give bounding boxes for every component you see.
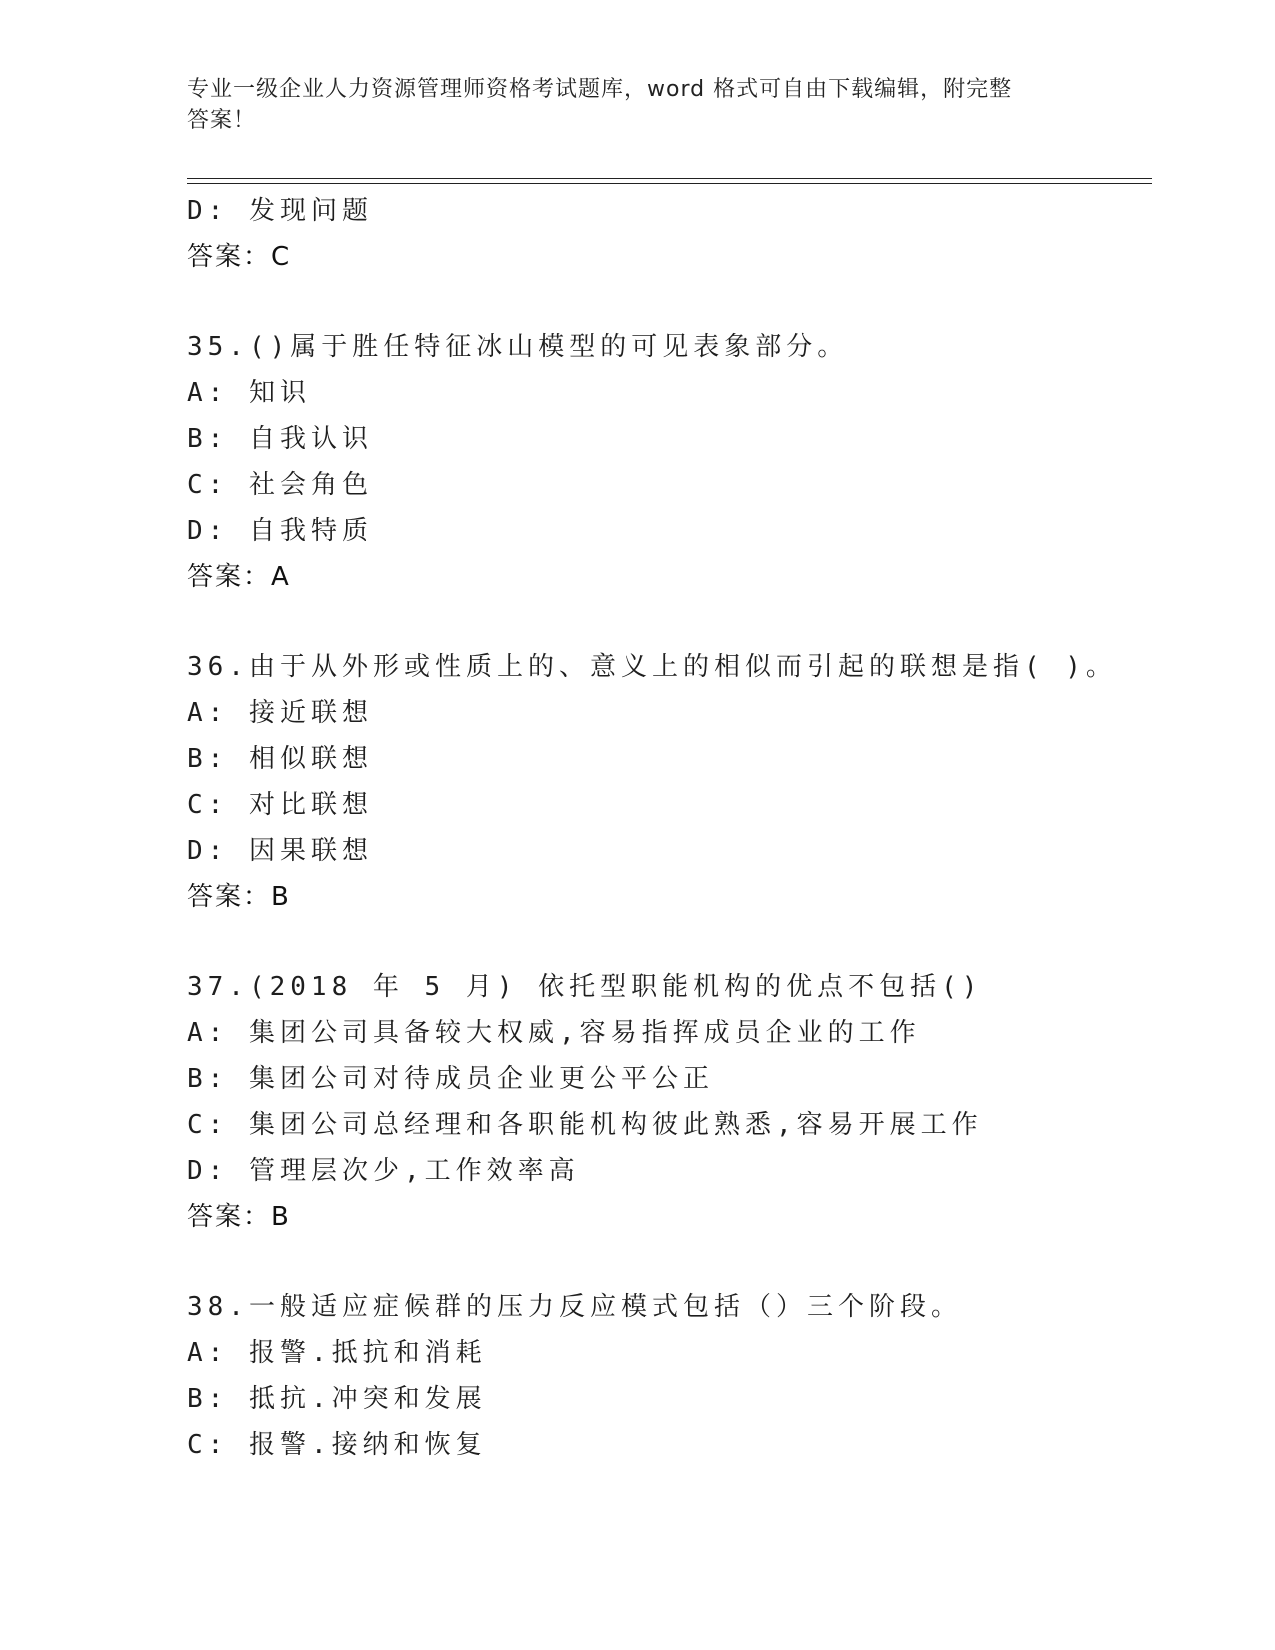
spacer — [187, 920, 1152, 964]
option-b: B: 抵抗.冲突和发展 — [187, 1384, 487, 1414]
question-list — [187, 188, 1152, 1468]
option-c: C: 社会角色 — [187, 470, 373, 500]
header-divider-bottom — [187, 183, 1152, 184]
question-35 — [187, 324, 1152, 600]
spacer — [187, 280, 1152, 324]
option-d: D: 管理层次少,工作效率高 — [187, 1156, 580, 1186]
question-stem: 37.(2018 年 5 月) 依托型职能机构的优点不包括() — [187, 972, 983, 1002]
option-b: B: 自我认识 — [187, 424, 373, 454]
option-c: C: 集团公司总经理和各职能机构彼此熟悉,容易开展工作 — [187, 1110, 983, 1140]
question-stem: 38.一般适应症候群的压力反应模式包括（）三个阶段。 — [187, 1292, 962, 1322]
header-line-2: 答案！ — [187, 108, 257, 133]
option-a: A: 报警.抵抗和消耗 — [187, 1338, 487, 1368]
spacer — [187, 1240, 1152, 1284]
answer-previous: 答案：C — [187, 242, 292, 272]
option-b: B: 集团公司对待成员企业更公平公正 — [187, 1064, 714, 1094]
answer: 答案：A — [187, 562, 291, 592]
question-36 — [187, 644, 1152, 920]
question-37 — [187, 964, 1152, 1240]
option-a: A: 集团公司具备较大权威,容易指挥成员企业的工作 — [187, 1018, 921, 1048]
header-divider-top — [187, 178, 1152, 179]
spacer — [187, 600, 1152, 644]
option-d-previous: D: 发现问题 — [187, 196, 373, 226]
option-b: B: 相似联想 — [187, 744, 373, 774]
option-a: A: 知识 — [187, 378, 311, 408]
option-c: C: 对比联想 — [187, 790, 373, 820]
option-a: A: 接近联想 — [187, 698, 373, 728]
answer: 答案：B — [187, 882, 291, 912]
option-d: D: 因果联想 — [187, 836, 373, 866]
question-stem: 36.由于从外形或性质上的、意义上的相似而引起的联想是指( )。 — [187, 652, 1117, 682]
header-line-1: 专业一级企业人力资源管理师资格考试题库，word 格式可自由下载编辑，附完整 — [187, 77, 1013, 102]
option-c: C: 报警.接纳和恢复 — [187, 1430, 487, 1460]
document-header — [187, 74, 1067, 136]
option-d: D: 自我特质 — [187, 516, 373, 546]
answer: 答案：B — [187, 1202, 291, 1232]
question-stem: 35.()属于胜任特征冰山模型的可见表象部分。 — [187, 332, 849, 362]
question-38 — [187, 1284, 1152, 1468]
